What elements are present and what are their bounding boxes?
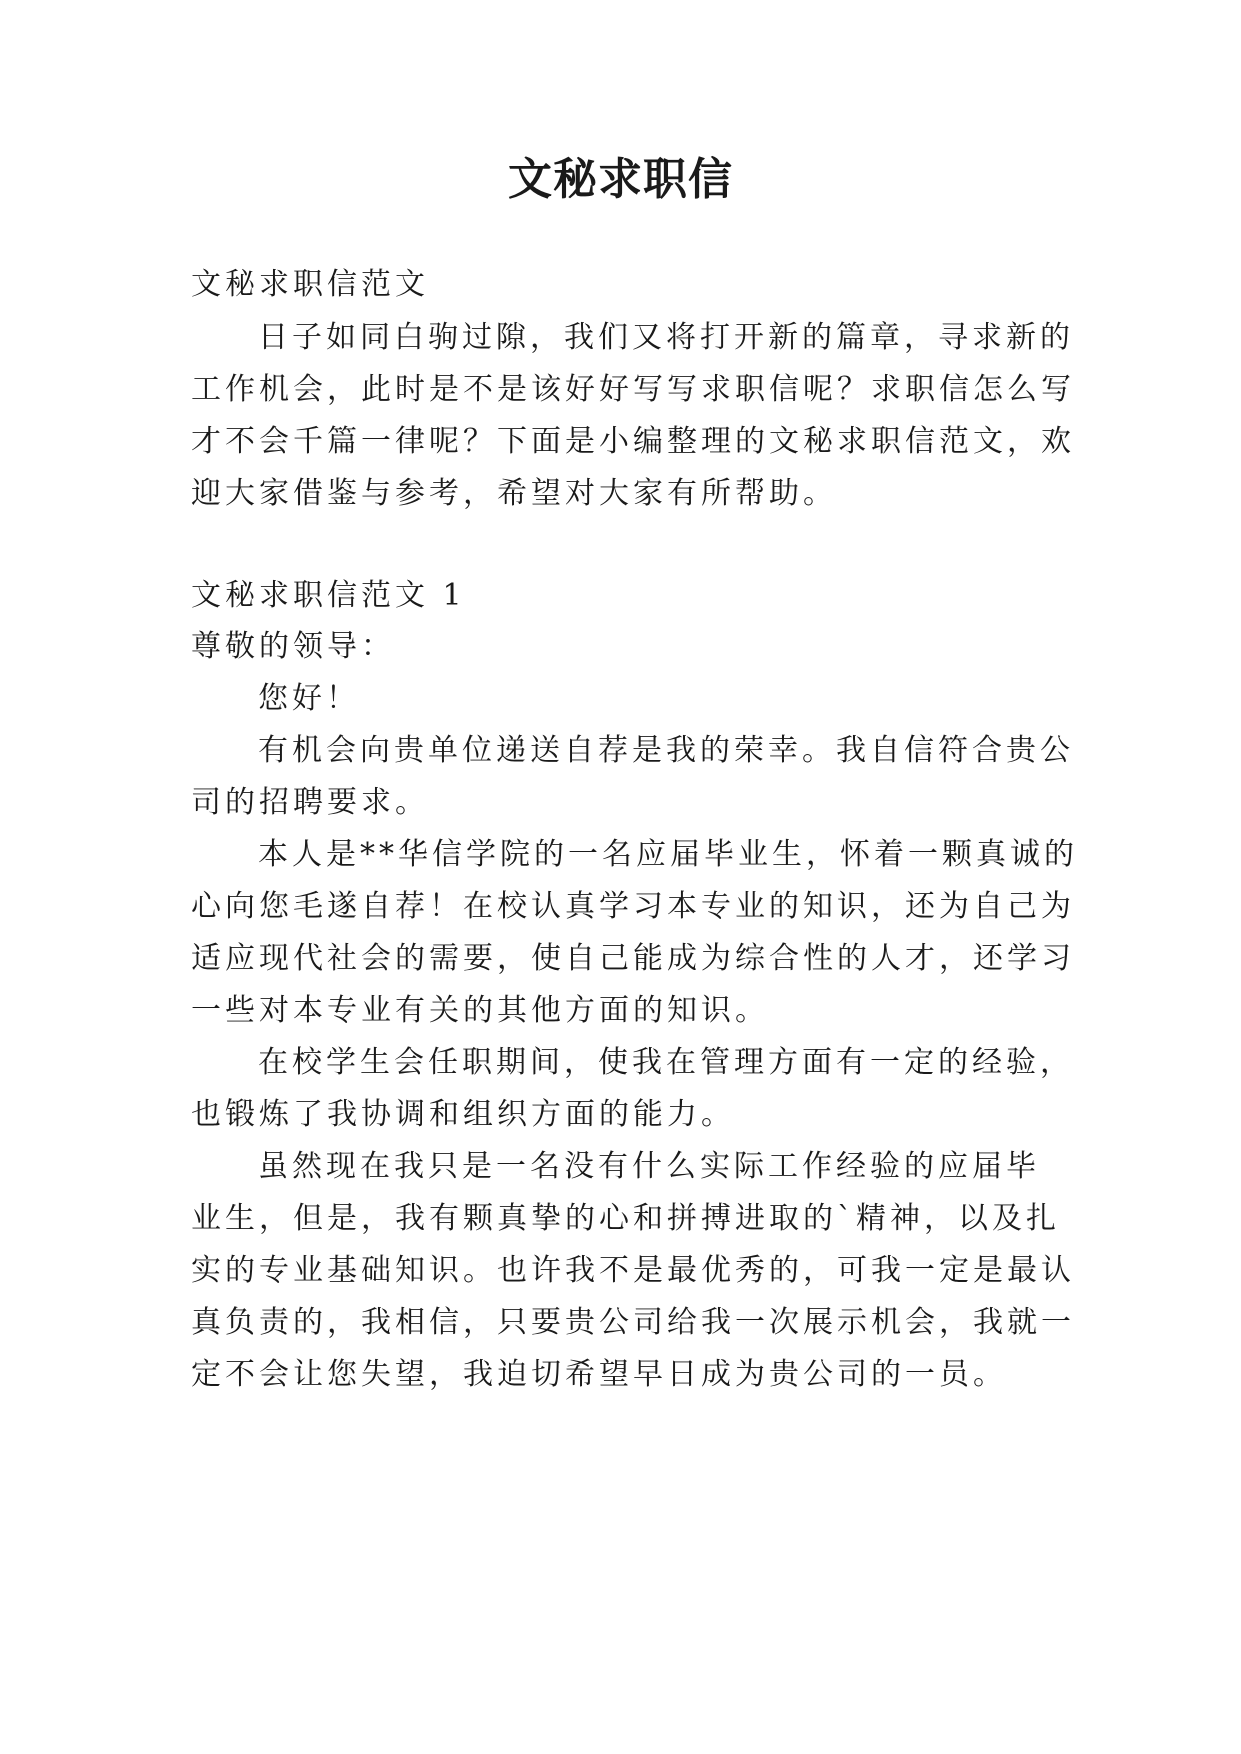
paragraph-line: 一些对本专业有关的其他方面的知识。 [191, 993, 769, 1028]
paragraph-line: 有机会向贵单位递送自荐是我的荣幸。我自信符合贵公 [258, 733, 1074, 768]
document-title: 文秘求职信 [508, 154, 733, 205]
paragraph-line: 司的招聘要求。 [191, 785, 429, 820]
paragraph-line: 本人是**华信学院的一名应届毕业生，怀着一颗真诚的 [258, 837, 1078, 872]
paragraph-line: 业生，但是，我有颗真挚的心和拼搏进取的`精神，以及扎 [191, 1201, 1060, 1236]
greeting: 您好！ [258, 681, 360, 716]
paragraph-line: 适应现代社会的需要，使自己能成为综合性的人才，还学习 [191, 941, 1075, 976]
paragraph-line: 工作机会，此时是不是该好好写写求职信呢？求职信怎么写 [191, 372, 1075, 407]
section-heading: 文秘求职信范文 [191, 267, 429, 302]
paragraph-line: 真负责的，我相信，只要贵公司给我一次展示机会，我就一 [191, 1305, 1075, 1340]
paragraph-line: 才不会千篇一律呢？下面是小编整理的文秘求职信范文，欢 [191, 424, 1075, 459]
paragraph-line: 定不会让您失望，我迫切希望早日成为贵公司的一员。 [191, 1357, 1007, 1392]
paragraph-line: 日子如同白驹过隙，我们又将打开新的篇章，寻求新的 [258, 320, 1074, 355]
paragraph-line: 实的专业基础知识。也许我不是最优秀的，可我一定是最认 [191, 1253, 1075, 1288]
paragraph-line: 也锻炼了我协调和组织方面的能力。 [191, 1097, 735, 1132]
paragraph-line: 迎大家借鉴与参考，希望对大家有所帮助。 [191, 476, 837, 511]
paragraph-line: 心向您毛遂自荐！在校认真学习本专业的知识，还为自己为 [191, 889, 1075, 924]
paragraph-line: 在校学生会任职期间，使我在管理方面有一定的经验， [258, 1045, 1074, 1080]
salutation: 尊敬的领导： [191, 629, 395, 664]
section-heading: 文秘求职信范文 1 [191, 578, 466, 613]
paragraph-line: 虽然现在我只是一名没有什么实际工作经验的应届毕 [258, 1149, 1040, 1184]
